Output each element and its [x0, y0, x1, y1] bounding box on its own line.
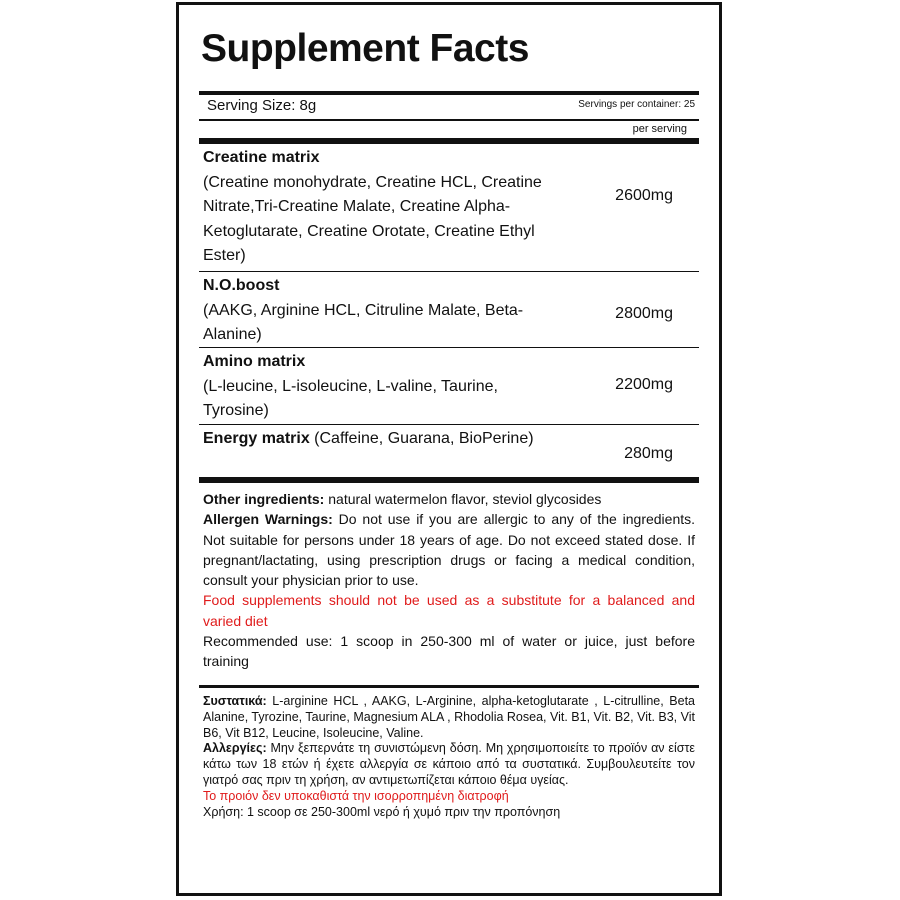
greek-ingredients-text: L-arginine HCL , AAKG, L-Arginine, alpha-ketoglutarate , L-citrulline, Beta Alanine, Tyrozine, Taurine, Magnesium ALA , Rhodolia Rosea, Vit. B1, Vit. B2, Vit. B3, Vit B6, Vit B12, Leucine, Isoleucine, Valine. [203, 694, 695, 740]
nutrient-detail: (AAKG, Arginine HCL, Citruline Malate, Beta-Alanine) [203, 301, 524, 343]
greek-allergy-label: Αλλεργίες: [203, 741, 267, 756]
servings-per-container: Servings per container: 25 [578, 99, 695, 110]
nutrient-row-creatine [199, 144, 699, 272]
nutrient-row-no-boost [199, 272, 699, 348]
title-rule [199, 91, 699, 95]
label-title: Supplement Facts [201, 27, 529, 70]
nutrient-row-energy [199, 425, 699, 477]
greek-allergy-text: Μην ξεπερνάτε τη συνιστώμενη δόση. Μη χρησιμοποιείτε το προϊόν αν είστε κάτω των 18 ετών ή έχετε αλλεργία σε κάποιο από τα συστατικά. Συμβουλευτείτε τον γιατρό σας πριν τη χρήση, αν αντιμετωπίζεται κάποιο θέμα υγείας. [203, 741, 695, 787]
nutrient-name: Creatine matrix [203, 149, 320, 166]
food-supplement-warning: Food supplements should not be used as a substitute for a balanced and varied diet [203, 592, 695, 629]
nutrient-description [203, 427, 563, 452]
section-rule [199, 685, 699, 688]
recommended-use: Recommended use: 1 scoop in 250-300 ml of water or juice, just before training [203, 633, 695, 670]
nutrient-detail: (Caffeine, Guarana, BioPerine) [309, 430, 534, 447]
nutrient-description [203, 274, 563, 348]
nutrient-amount: 2600mg [615, 187, 673, 204]
nutrient-name: N.O.boost [203, 277, 280, 294]
nutrient-row-amino [199, 348, 699, 425]
nutrient-detail: (Creatine monohydrate, Creatine HCL, Creatine Nitrate,Tri-Creatine Malate, Creatine Alpha-Ketoglutarate, Creatine Orotate, Creatine Ethyl Ester) [203, 173, 542, 264]
per-serving-label: per serving [632, 123, 687, 135]
thick-rule-bottom [199, 477, 699, 483]
greek-use: Χρήση: 1 scoop σε 250-300ml νερό ή χυμό πριν την προπόνηση [203, 804, 561, 819]
other-ingredients-label: Other ingredients: [203, 491, 325, 507]
supplement-facts-label [176, 2, 722, 896]
nutrient-description [203, 146, 563, 269]
serving-rule [199, 119, 699, 121]
other-ingredients-text: natural watermelon flavor, steviol glycosides [324, 491, 602, 507]
serving-size: Serving Size: 8g [207, 97, 317, 114]
english-ingredients-block [203, 489, 695, 672]
nutrient-name: Amino matrix [203, 353, 306, 370]
nutrient-amount: 280mg [624, 445, 673, 462]
greek-ingredients-label: Συστατικά: [203, 694, 267, 708]
nutrient-detail: (L-leucine, L-isoleucine, L-valine, Taurine, Tyrosine) [203, 377, 498, 419]
nutrient-description [203, 350, 563, 424]
nutrient-amount: 2200mg [615, 376, 673, 393]
nutrient-amount: 2800mg [615, 305, 673, 322]
allergen-text: Do not use if you are allergic to any of the ingredients. Not suitable for persons under 18 years of age. Do not exceed stated dose. If pregnant/lactating, using prescription drugs or facing a medical condition, consult your physician prior to use. [203, 511, 696, 589]
allergen-label: Allergen Warnings: [203, 511, 333, 528]
nutrient-name: Energy matrix [203, 430, 310, 447]
greek-food-warning: Το προιόν δεν υποκαθιστά την ισορροπημένη διατροφή [203, 788, 509, 803]
greek-ingredients-block [203, 694, 695, 820]
